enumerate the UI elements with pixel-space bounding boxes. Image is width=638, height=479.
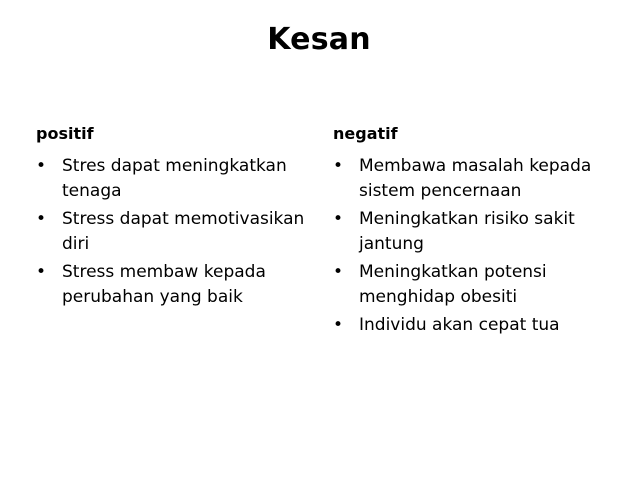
positive-column (36, 124, 306, 313)
list-item (36, 260, 306, 310)
bullet-icon: • (36, 156, 47, 176)
positive-list (36, 154, 306, 310)
negative-heading: negatif (333, 124, 398, 143)
list-item-text: Membawa masalah kepada sistem pencernaan (359, 156, 592, 201)
bullet-icon: • (333, 315, 344, 335)
bullet-icon: • (333, 262, 344, 282)
bullet-icon: • (36, 262, 47, 282)
list-item-text: Meningkatkan risiko sakit jantung (359, 209, 575, 254)
list-item (36, 154, 306, 204)
list-item (36, 207, 306, 257)
list-item-text: Stres dapat meningkatkan tenaga (62, 156, 287, 201)
list-item-text: Stress membaw kepada perubahan yang baik (62, 262, 266, 307)
list-item (333, 207, 623, 257)
negative-column (333, 124, 623, 341)
negative-list (333, 154, 623, 338)
positive-heading: positif (36, 124, 94, 143)
bullet-icon: • (333, 209, 344, 229)
list-item-text: Meningkatkan potensi menghidap obesiti (359, 262, 547, 307)
list-item (333, 313, 623, 338)
bullet-icon: • (36, 209, 47, 229)
list-item (333, 260, 623, 310)
list-item (333, 154, 623, 204)
list-item-text: Stress dapat memotivasikan diri (62, 209, 305, 254)
bullet-icon: • (333, 156, 344, 176)
list-item-text: Individu akan cepat tua (359, 315, 560, 335)
slide-title: Kesan (267, 22, 371, 57)
